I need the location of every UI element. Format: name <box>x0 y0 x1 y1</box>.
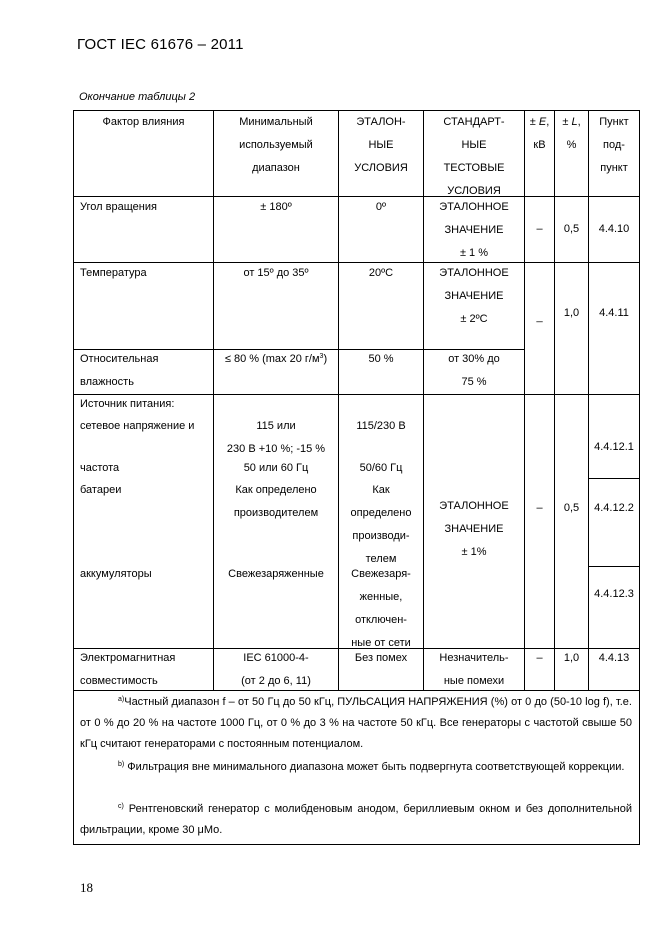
temperature-humidity-l: 1,0 <box>563 307 580 319</box>
humidity-factor: Относительная влажность <box>80 353 159 388</box>
power-title: Источник питания: <box>80 398 175 410</box>
rotation-reference: 0º <box>375 201 387 213</box>
power-mains-clause: 4.4.12.1 <box>594 441 634 453</box>
power-standard: ЭТАЛОННОЕ ЗНАЧЕНИЕ ± 1% <box>439 500 509 558</box>
header-factor: Фактор влияния <box>102 116 185 128</box>
power-mains-reference: 115/230 В <box>356 420 406 432</box>
power-accumulator-clause: 4.4.12.3 <box>594 588 634 600</box>
power-accumulator-reference: Свежезаря- женные, отключен- ные от сети <box>351 568 411 649</box>
header-standard-test-conditions: СТАНДАРТ- НЫЕ ТЕСТОВЫЕ УСЛОВИЯ <box>443 116 505 197</box>
emc-range: IEC 61000-4- (от 2 до 6, 11) <box>241 652 311 687</box>
temperature-reference: 20ºС <box>368 267 394 279</box>
power-e: – <box>536 502 543 514</box>
table-border-left <box>73 110 74 844</box>
power-mains-range: 115 или 230 В +10 %; -15 % <box>226 420 326 455</box>
humidity-range: ≤ 80 % (max 20 $г/м^3$) <box>224 353 328 365</box>
power-frequency-range: 50 или 60 Гц <box>243 462 309 474</box>
header-e: ± E, кВ <box>529 116 550 151</box>
footnote-a: $^{a)}$Частный диапазон f – от 50 Гц до 50 кГц, ПУЛЬСАЦИЯ НАПРЯЖЕНИЯ (%) от 0 до (50-10 log f), т.е. от 0 % до 20 % на частоте 1000 Гц, от 0 % до 3 % на частоте 50 кГц. Все генераторы с частотой свыше 50 кГц считают генераторами с постоянным потенциалом. <box>80 696 632 750</box>
power-l: 0,5 <box>563 502 580 514</box>
power-battery-label: батареи <box>80 484 122 496</box>
rotation-factor: Угол вращения <box>80 201 157 213</box>
humidity-standard: от 30% до 75 % <box>448 353 500 388</box>
clause-divider <box>588 478 640 479</box>
emc-factor: Электромагнитная совместимость <box>80 652 176 687</box>
footnote-c: $^{c)}$ Рентгеновский генератор с молибденовым анодом, бериллиевым окном и без дополнительной фильтрации, кроме 30 μМо. <box>80 803 633 836</box>
power-frequency-reference: 50/60 Гц <box>359 462 403 474</box>
header-clause: Пункт под- пункт <box>599 116 629 174</box>
rotation-e: – <box>536 223 543 235</box>
table-border-bottom <box>73 844 640 845</box>
document-header: ГОСТ IEC 61676 – 2011 <box>77 36 244 53</box>
column-divider <box>524 110 525 690</box>
clause-divider <box>588 566 640 567</box>
page-number: 18 <box>80 880 93 895</box>
footnote-b: $^{b)}$ Фильтрация вне минимального диапазона может быть подвергнута соответствующей коррекции. <box>118 761 625 773</box>
header-l: ± L, % <box>562 116 581 151</box>
rotation-standard: ЭТАЛОННОЕ ЗНАЧЕНИЕ ± 1 % <box>439 201 509 259</box>
table-border-right <box>639 110 640 844</box>
column-divider <box>554 110 555 690</box>
header-range: Минимальный используемый диапазон <box>239 116 313 174</box>
rotation-range: ± 180º <box>260 201 292 213</box>
rotation-l: 0,5 <box>563 223 580 235</box>
temperature-range: от 15º до 35º <box>243 267 309 279</box>
power-frequency-label: частота <box>80 462 120 474</box>
power-battery-reference: Как определено производи- телем <box>350 484 412 565</box>
temperature-humidity-e: _ <box>536 311 543 323</box>
power-battery-range: Как определено производителем <box>233 484 319 519</box>
power-mains-label: сетевое напряжение и <box>80 420 195 432</box>
rotation-clause: 4.4.10 <box>598 223 630 235</box>
power-battery-clause: 4.4.12.2 <box>594 502 634 514</box>
emc-l: 1,0 <box>563 652 580 664</box>
temperature-factor: Температура <box>80 267 147 279</box>
emc-standard: Незначитель- ные помехи <box>439 652 509 687</box>
emc-clause: 4.4.13 <box>598 652 630 664</box>
header-reference-conditions: ЭТАЛОН- НЫЕ УСЛОВИЯ <box>354 116 408 174</box>
power-accumulator-range: Свежезаряженные <box>228 568 324 580</box>
humidity-reference: 50 % <box>368 353 394 365</box>
temperature-standard: ЭТАЛОННОЕ ЗНАЧЕНИЕ ± 2ºС <box>439 267 509 325</box>
power-accumulator-label: аккумуляторы <box>80 568 152 580</box>
temperature-humidity-clause: 4.4.11 <box>599 307 629 319</box>
emc-e: – <box>536 652 543 664</box>
table-caption: Окончание таблицы 2 <box>79 91 196 103</box>
emc-reference: Без помех <box>354 652 408 664</box>
